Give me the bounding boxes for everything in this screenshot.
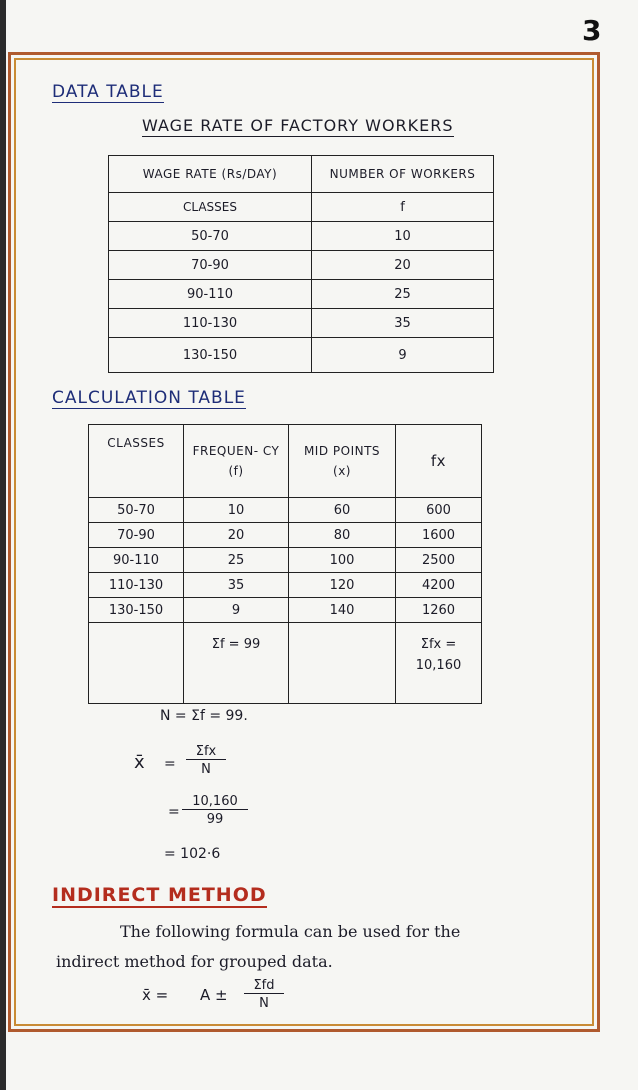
totals-row [89, 623, 482, 704]
calculation-table-heading: CALCULATION TABLE [52, 388, 246, 408]
sum-fx-value: 10,160 [415, 658, 462, 673]
empty-cell [289, 623, 396, 704]
midpoint-cell: 100 [289, 548, 396, 573]
table-header-row [89, 425, 482, 498]
frequency-cell: 20 [184, 523, 289, 548]
header-fx: fx [396, 425, 482, 498]
data-table-title: WAGE RATE OF FACTORY WORKERS [142, 116, 454, 135]
indirect-formula-a: A ± [200, 986, 228, 1004]
fraction-numerator: Σfd [244, 978, 284, 994]
data-table-heading: DATA TABLE [52, 82, 164, 102]
table-row [89, 548, 482, 573]
fx-cell: 600 [396, 498, 482, 523]
table-header-row [109, 156, 494, 193]
midpoint-cell: 60 [289, 498, 396, 523]
class-cell: 50-70 [109, 222, 312, 251]
class-cell: 50-70 [89, 498, 184, 523]
equals-sign: = [164, 756, 176, 772]
calculation-table [88, 424, 482, 704]
fraction-denominator: N [201, 762, 211, 777]
fx-cell: 1260 [396, 598, 482, 623]
mean-symbol: x̄ [134, 752, 145, 773]
header-mid-points: MID POINTS (x) [289, 425, 396, 498]
class-cell: 130-150 [109, 338, 312, 373]
table-row [89, 498, 482, 523]
explanation-line-1: The following formula can be used for the [120, 922, 461, 941]
table-row [109, 338, 494, 373]
indirect-method-heading: INDIRECT METHOD [52, 884, 267, 906]
table-row [89, 598, 482, 623]
frequency-cell: 9 [312, 338, 494, 373]
mean-formula-fraction [186, 744, 226, 777]
class-cell: 70-90 [109, 251, 312, 280]
fraction-denominator: N [259, 996, 269, 1011]
table-row [109, 309, 494, 338]
frequency-cell: 10 [312, 222, 494, 251]
sum-f-cell: Σf = 99 [184, 623, 289, 704]
class-cell: 130-150 [89, 598, 184, 623]
frequency-cell: 35 [184, 573, 289, 598]
fraction-denominator: 99 [206, 812, 224, 827]
sum-fx-label: Σfx = [420, 637, 457, 652]
sum-fx-cell [396, 623, 482, 704]
table-row [109, 280, 494, 309]
substituted-fraction [182, 794, 248, 827]
header-number-of-workers: NUMBER OF WORKERS [312, 156, 494, 193]
table-row [109, 251, 494, 280]
fx-cell: 4200 [396, 573, 482, 598]
midpoint-cell: 120 [289, 573, 396, 598]
page-number: 3 [582, 14, 602, 47]
fraction-numerator: Σfx [186, 744, 226, 760]
frequency-cell: 9 [184, 598, 289, 623]
explanation-line-2: indirect method for grouped data. [56, 952, 333, 971]
fraction-numerator: 10,160 [182, 794, 248, 810]
notebook-binding [0, 0, 6, 1090]
table-row [89, 523, 482, 548]
midpoint-cell: 80 [289, 523, 396, 548]
frequency-cell: 25 [312, 280, 494, 309]
frequency-cell: 35 [312, 309, 494, 338]
class-cell: 90-110 [89, 548, 184, 573]
header-frequency: FREQUEN- CY (f) [184, 425, 289, 498]
data-table [108, 155, 494, 373]
frequency-cell: 25 [184, 548, 289, 573]
header-wage-rate: WAGE RATE (Rs/DAY) [109, 156, 312, 193]
table-row [89, 573, 482, 598]
indirect-formula-fraction [244, 978, 284, 1011]
subheader-f: f [312, 193, 494, 222]
subheader-classes: CLASSES [109, 193, 312, 222]
frequency-cell: 10 [184, 498, 289, 523]
header-classes: CLASSES [89, 425, 184, 498]
class-cell: 110-130 [89, 573, 184, 598]
class-cell: 110-130 [109, 309, 312, 338]
class-cell: 70-90 [89, 523, 184, 548]
table-subheader-row [109, 193, 494, 222]
table-row [109, 222, 494, 251]
midpoint-cell: 140 [289, 598, 396, 623]
mean-result: = 102·6 [164, 846, 221, 862]
fx-cell: 2500 [396, 548, 482, 573]
class-cell: 90-110 [109, 280, 312, 309]
fx-cell: 1600 [396, 523, 482, 548]
equals-sign: = [168, 804, 180, 820]
n-equation: N = Σf = 99. [160, 708, 248, 724]
empty-cell [89, 623, 184, 704]
frequency-cell: 20 [312, 251, 494, 280]
indirect-formula-lhs: x̄ = [142, 986, 169, 1004]
